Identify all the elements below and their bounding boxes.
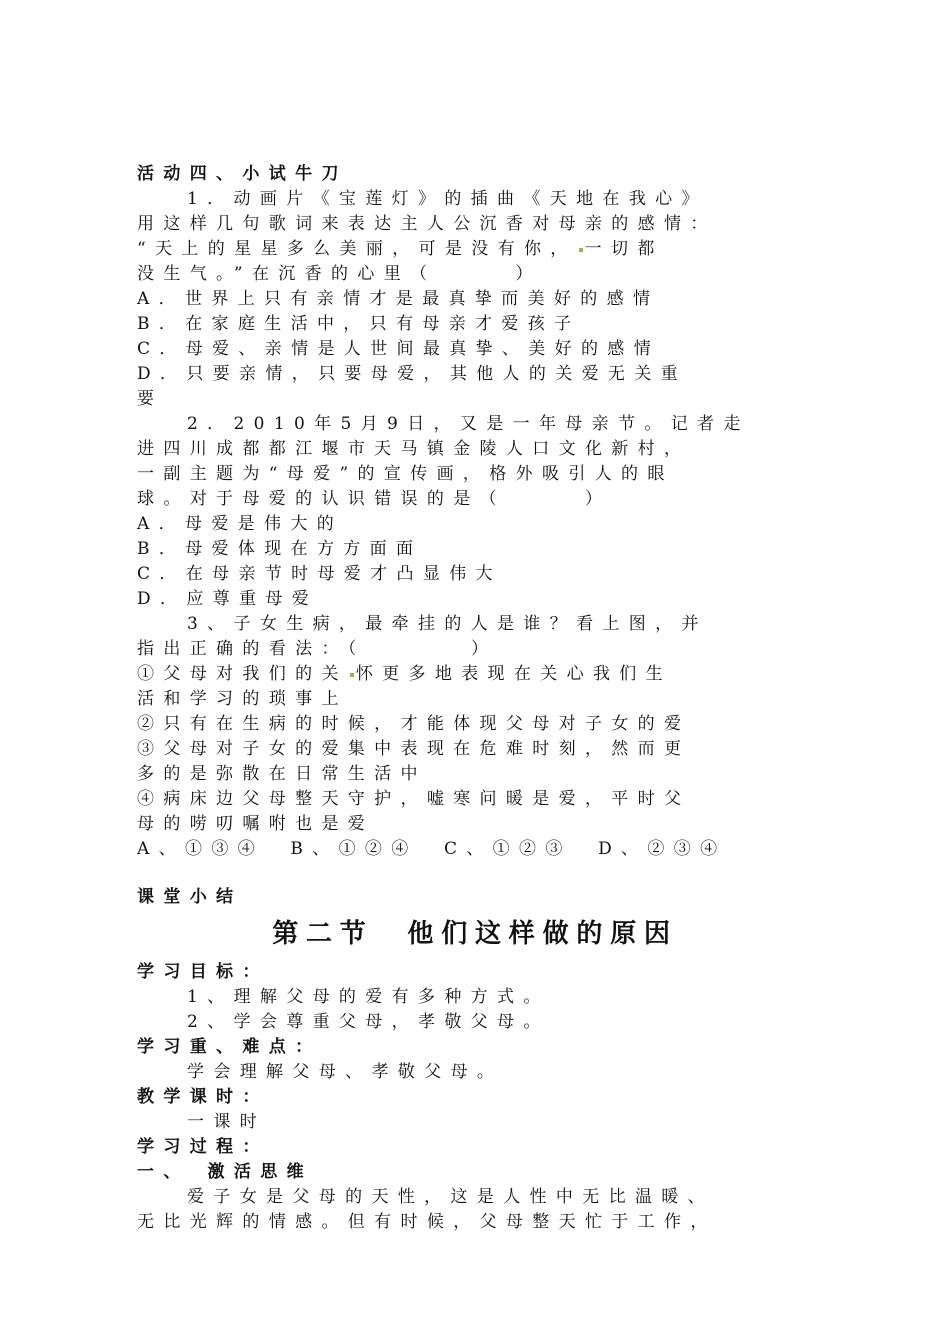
q1-line: 1．动画片《宝莲灯》的插曲《天地在我心》 bbox=[187, 189, 708, 209]
q3-line: ②只有在生病的时候，才能体现父母对子女的爱 bbox=[137, 714, 691, 734]
q3-line: 指出正确的看法：（ ） bbox=[137, 639, 498, 659]
dot-mark bbox=[350, 673, 354, 677]
goal-item: 1、理解父母的爱有多种方式。 bbox=[187, 987, 550, 1007]
step1-heading: 一、 激活思维 bbox=[137, 1162, 313, 1182]
activity-heading: 活动四、小试牛刀 bbox=[137, 164, 348, 184]
goals-heading: 学习目标： bbox=[137, 962, 269, 982]
section-title: 第二节 他们这样做的原因 bbox=[272, 919, 678, 949]
q1-option: C．母爱、亲情是人世间最真挚、美好的感情 bbox=[137, 339, 661, 359]
q2-option: B．母爱体现在方方面面 bbox=[137, 539, 423, 559]
q1-line: “天上的星星多么美丽，可是没有你， 一切都 bbox=[137, 239, 664, 259]
goal-item: 2、学会尊重父母，孝敬父母。 bbox=[187, 1012, 550, 1032]
hours-heading: 教学课时： bbox=[137, 1087, 269, 1107]
q2-line: 一副主题为“母爱”的宣传画，格外吸引人的眼 bbox=[137, 464, 674, 484]
q3-line: 活和学习的琐事上 bbox=[137, 689, 348, 709]
q3-line: 3、子女生病，最牵挂的人是谁？看上图，并 bbox=[187, 614, 708, 634]
q1-option: D．只要亲情，只要母爱，其他人的关爱无关重 bbox=[137, 364, 687, 384]
q3-line: ①父母对我们的关 怀更多地表现在关心我们生 bbox=[137, 664, 673, 684]
key-heading: 学习重、难点： bbox=[137, 1037, 322, 1057]
step1-line: 无比光辉的情感。但有时候，父母整天忙于工作， bbox=[137, 1212, 717, 1232]
q1-line: 要 bbox=[137, 389, 164, 409]
summary-heading: 课堂小结 bbox=[137, 887, 243, 907]
dot-mark bbox=[579, 248, 583, 252]
q3-line: ③父母对子女的爱集中表现在危难时刻，然而更 bbox=[137, 739, 691, 759]
process-heading: 学习过程： bbox=[137, 1137, 269, 1157]
q3-line: 多的是弥散在日常生活中 bbox=[137, 764, 427, 784]
q3-line: 母的唠叨嘱咐也是爱 bbox=[137, 814, 375, 834]
q3-line: ④病床边父母整天守护，嘘寒问暖是爱，平时父 bbox=[137, 789, 691, 809]
q1-option: A．世界上只有亲情才是最真挚而美好的感情 bbox=[137, 289, 660, 309]
q2-line: 球。对于母爱的认识错误的是（ ） bbox=[137, 489, 612, 509]
q2-line: 进四川成都都江堰市天马镇金陵人口文化新村， bbox=[137, 439, 691, 459]
hours-text: 一课时 bbox=[187, 1112, 267, 1132]
q1-option: B．在家庭生活中，只有母亲才爱孩子 bbox=[137, 314, 581, 334]
key-text: 学会理解父母、孝敬父母。 bbox=[187, 1062, 504, 1082]
q2-option: C．在母亲节时母爱才凸显伟大 bbox=[137, 564, 502, 584]
q2-line: 2．2010年5月9日，又是一年母亲节。记者走 bbox=[187, 414, 750, 434]
q2-option: D．应尊重母爱 bbox=[137, 589, 319, 609]
step1-line: 爱子女是父母的天性，这是人性中无比温暖、 bbox=[187, 1187, 714, 1207]
q3-options: A、①③④ B、①②④ C、①②③ D、②③④ bbox=[137, 839, 727, 859]
q2-option: A．母爱是伟大的 bbox=[137, 514, 344, 534]
q1-line: 没生气。”在沉香的心里（ ） bbox=[137, 264, 542, 284]
q1-line: 用这样几句歌词来表达主人公沉香对母亲的感情： bbox=[137, 214, 717, 234]
